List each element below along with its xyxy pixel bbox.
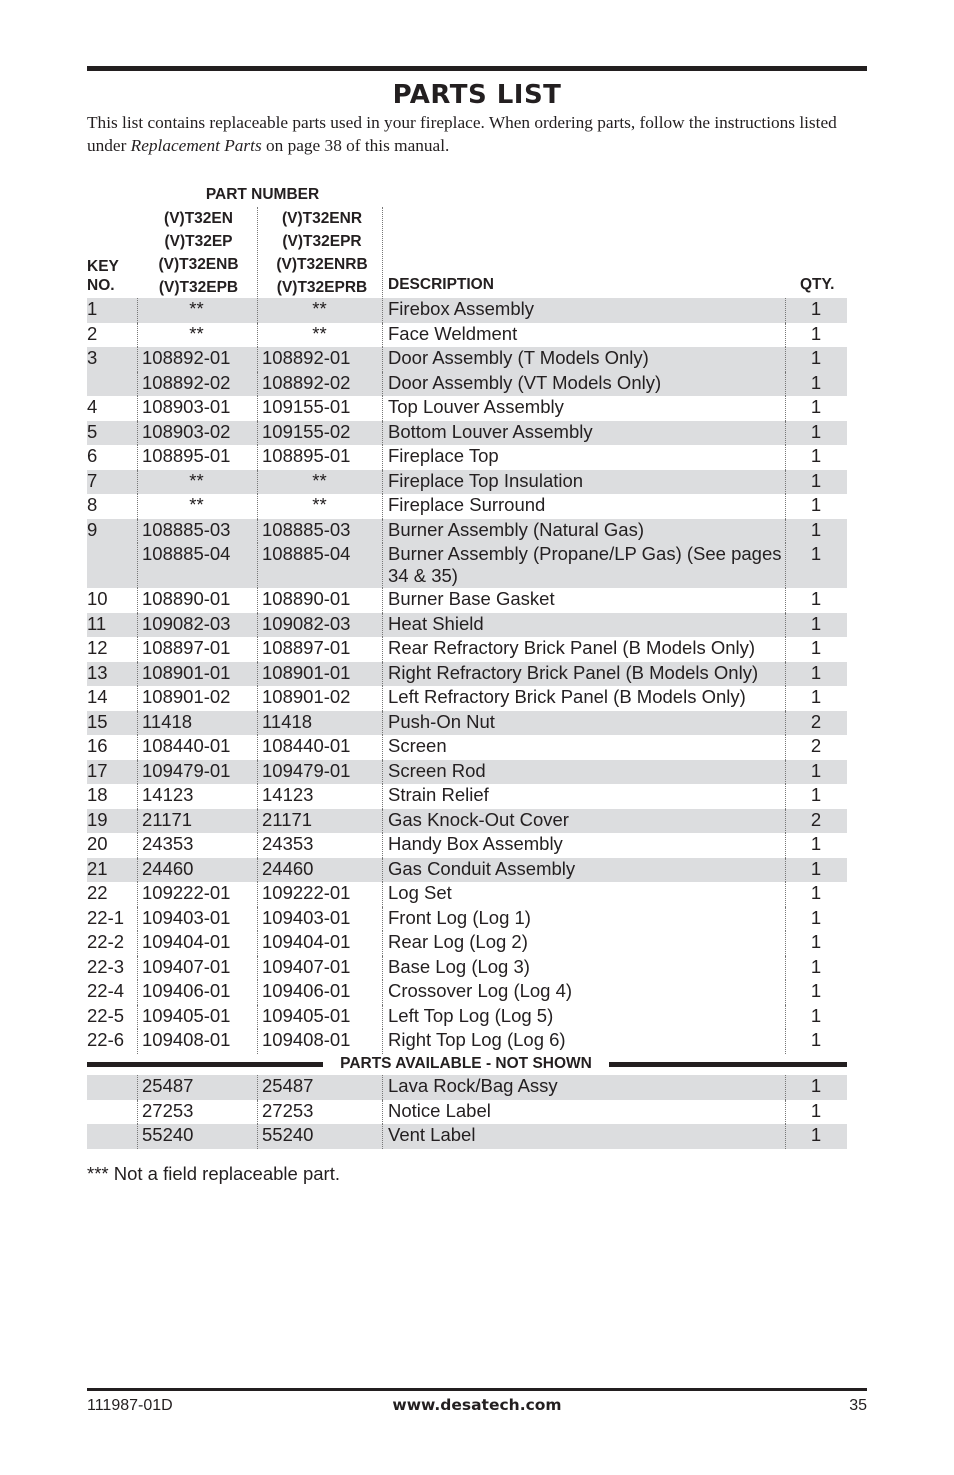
part-number-cell: 11418	[262, 710, 313, 732]
extra-parts-table	[87, 1075, 847, 1149]
part-number-cell: 108885-03	[262, 518, 351, 540]
qty-cell: 1	[810, 518, 822, 540]
qty-cell: 1	[810, 396, 822, 417]
header-model: (V)T32EPB	[158, 279, 239, 296]
separator-label: PARTS AVAILABLE - NOT SHOWN	[340, 1055, 592, 1072]
qty-cell: 1	[810, 1029, 822, 1050]
description-cell: Gas Knock-Out Cover	[388, 808, 569, 830]
part-number-cell: 108885-04	[142, 543, 231, 564]
qty-cell: 1	[810, 322, 822, 344]
qty-cell: 1	[810, 980, 822, 1001]
description-cell: Rear Refractory Brick Panel (B Models Only)	[388, 637, 756, 658]
table-row	[87, 833, 847, 858]
intro-text-italic: Replacement Parts	[130, 136, 262, 155]
part-number-cell: 109155-01	[262, 396, 351, 417]
key-number-cell: 3	[87, 347, 98, 368]
table-row	[87, 784, 847, 809]
description-cell: Heat Shield	[388, 612, 484, 634]
qty-cell: 1	[810, 1004, 822, 1026]
key-number-cell: 20	[87, 833, 108, 854]
key-number-cell: 5	[87, 420, 98, 442]
key-number-cell: 19	[87, 808, 108, 830]
description-cell: Door Assembly (VT Models Only)	[388, 371, 662, 393]
key-number-cell: 6	[87, 445, 98, 466]
qty-cell: 1	[810, 445, 822, 466]
header-model: (V)T32EPR	[282, 233, 362, 250]
doc-number: 111987-01D	[87, 1397, 173, 1414]
header-model: (V)T32ENRB	[276, 256, 368, 273]
part-number-cell: 24460	[262, 857, 314, 879]
key-number-cell: 8	[87, 494, 98, 515]
part-number-cell: 109403-01	[142, 906, 231, 928]
table-row	[87, 347, 847, 372]
description-cell: Strain Relief	[388, 784, 489, 805]
table-row	[87, 956, 847, 981]
part-number-cell: 108892-01	[262, 347, 351, 368]
part-number-cell: 108440-01	[142, 735, 231, 756]
key-number-cell: 21	[87, 857, 108, 879]
part-number-cell: 108885-03	[142, 518, 231, 540]
description-cell: Vent Label	[388, 1124, 476, 1145]
separator-bar-right	[609, 1062, 847, 1067]
part-number-cell: 109407-01	[262, 955, 351, 977]
part-number-cell: **	[312, 298, 327, 319]
table-row	[87, 662, 847, 687]
part-number-cell: 108440-01	[262, 735, 351, 756]
header-col1-models	[140, 207, 257, 299]
header-divider	[257, 207, 258, 297]
description-cell: Burner Assembly (Natural Gas)	[388, 518, 645, 540]
part-number-cell: 109082-03	[142, 612, 231, 634]
table-row	[87, 445, 847, 470]
part-number-cell: **	[312, 494, 327, 515]
part-number-cell: 27253	[262, 1099, 314, 1121]
key-number-cell: 7	[87, 469, 98, 491]
key-number-cell: 22-3	[87, 955, 125, 977]
part-number-cell: 109406-01	[142, 980, 231, 1001]
part-number-cell: 21171	[262, 808, 313, 830]
table-row	[87, 323, 847, 348]
header-key-no	[87, 257, 119, 295]
part-number-cell: 108901-02	[262, 686, 351, 707]
part-number-cell: **	[189, 298, 204, 319]
table-row	[87, 1100, 847, 1125]
part-number-cell: 108901-01	[142, 661, 231, 683]
description-cell: Rear Log (Log 2)	[388, 931, 528, 952]
table-row	[87, 735, 847, 760]
part-number-cell: 109222-01	[142, 882, 231, 903]
qty-cell: 1	[810, 857, 822, 879]
bottom-rule	[87, 1388, 867, 1391]
part-number-cell: 108892-02	[142, 371, 231, 393]
qty-cell: 1	[810, 784, 822, 805]
qty-cell: 1	[810, 1099, 822, 1121]
header-model: (V)T32EPRB	[276, 279, 368, 296]
qty-cell: 2	[810, 735, 822, 756]
qty-cell: 1	[810, 931, 822, 952]
part-number-cell: 24460	[142, 857, 194, 879]
key-number-cell: 22-2	[87, 931, 125, 952]
header-model: (V)T32ENB	[158, 256, 239, 273]
description-cell: Burner Assembly (Propane/LP Gas) (See pages 34 & 35)	[388, 543, 782, 586]
part-number-cell: 108897-01	[262, 637, 351, 658]
part-number-cell: 109408-01	[262, 1029, 351, 1050]
part-number-cell: **	[189, 494, 204, 515]
qty-cell: 1	[810, 906, 822, 928]
table-row	[87, 686, 847, 711]
table-row	[87, 494, 847, 519]
part-number-cell: 14123	[142, 784, 194, 805]
part-number-cell: 109405-01	[262, 1004, 351, 1026]
description-cell: Fireplace Top Insulation	[388, 469, 584, 491]
part-number-cell: 24353	[262, 833, 314, 854]
description-cell: Crossover Log (Log 4)	[388, 980, 573, 1001]
part-number-cell: 25487	[142, 1075, 194, 1096]
table-row	[87, 543, 847, 588]
table-row	[87, 1075, 847, 1100]
part-number-cell: 108903-01	[142, 396, 231, 417]
part-number-cell: 108892-01	[142, 347, 231, 368]
part-number-cell: 55240	[262, 1124, 314, 1145]
qty-cell: 1	[810, 612, 822, 634]
qty-cell: 1	[810, 469, 822, 491]
key-number-cell: 11	[87, 612, 107, 634]
part-number-cell: 109222-01	[262, 882, 351, 903]
qty-cell: 1	[810, 1124, 822, 1145]
qty-cell: 1	[810, 371, 822, 393]
header-part-number: PART NUMBER	[205, 186, 320, 203]
description-cell: Handy Box Assembly	[388, 833, 563, 854]
part-number-cell: 55240	[142, 1124, 194, 1145]
part-number-cell: 108901-01	[262, 661, 351, 683]
header-model: (V)T32EP	[164, 233, 233, 250]
part-number-cell: 21171	[142, 808, 193, 830]
key-number-cell: 18	[87, 784, 108, 805]
description-cell: Screen Rod	[388, 759, 486, 781]
qty-cell: 1	[810, 494, 822, 515]
qty-cell: 1	[810, 661, 822, 683]
key-number-cell: 16	[87, 735, 108, 756]
part-number-cell: 11418	[142, 710, 193, 732]
intro-paragraph	[87, 111, 877, 157]
qty-cell: 1	[810, 833, 822, 854]
table-row	[87, 931, 847, 956]
qty-cell: 1	[810, 955, 822, 977]
page-title: PARTS LIST	[392, 80, 562, 110]
footnote: *** Not a field replaceable part.	[87, 1163, 340, 1184]
table-row	[87, 882, 847, 907]
part-number-cell: 108890-01	[142, 588, 231, 609]
table-row	[87, 470, 847, 495]
header-col2-models	[262, 207, 382, 299]
key-number-cell: 14	[87, 686, 108, 707]
table-row	[87, 1124, 847, 1149]
qty-cell: 1	[810, 882, 822, 903]
description-cell: Firebox Assembly	[388, 298, 534, 319]
key-number-cell: 1	[87, 298, 98, 319]
description-cell: Fireplace Surround	[388, 494, 546, 515]
qty-cell: 1	[810, 588, 822, 609]
description-cell: Top Louver Assembly	[388, 396, 564, 417]
part-number-cell: 109406-01	[262, 980, 351, 1001]
header-qty: QTY.	[800, 276, 835, 293]
key-number-cell: 4	[87, 396, 98, 417]
part-number-cell: 108903-02	[142, 420, 231, 442]
description-cell: Log Set	[388, 882, 452, 903]
qty-cell: 1	[810, 637, 822, 658]
header-key-line1: KEY	[87, 258, 119, 275]
description-cell: Left Top Log (Log 5)	[388, 1004, 554, 1026]
key-number-cell: 17	[87, 759, 108, 781]
part-number-cell: 24353	[142, 833, 194, 854]
part-number-cell: 108901-02	[142, 686, 231, 707]
key-number-cell: 22	[87, 882, 108, 903]
key-number-cell: 9	[87, 518, 98, 540]
table-row	[87, 298, 847, 323]
key-number-cell: 22-1	[87, 906, 125, 928]
table-row	[87, 396, 847, 421]
header-description: DESCRIPTION	[388, 276, 494, 293]
key-number-cell: 12	[87, 637, 108, 658]
key-number-cell: 10	[87, 588, 108, 609]
description-cell: Right Refractory Brick Panel (B Models Only)	[388, 661, 759, 683]
part-number-cell: 109403-01	[262, 906, 351, 928]
website: www.desatech.com	[392, 1396, 562, 1414]
intro-text-after: on page 38 of this manual.	[261, 136, 450, 155]
qty-cell: 1	[810, 420, 822, 442]
header-model: (V)T32ENR	[281, 210, 363, 227]
table-row	[87, 421, 847, 446]
table-row	[87, 809, 847, 834]
description-cell: Lava Rock/Bag Assy	[388, 1075, 558, 1096]
part-number-cell: 108885-04	[262, 543, 351, 564]
description-cell: Front Log (Log 1)	[388, 906, 531, 928]
description-cell: Push-On Nut	[388, 710, 495, 732]
part-number-cell: 25487	[262, 1075, 314, 1096]
description-cell: Right Top Log (Log 6)	[388, 1029, 566, 1050]
parts-table	[87, 298, 847, 1054]
table-row	[87, 980, 847, 1005]
table-row	[87, 613, 847, 638]
table-row	[87, 760, 847, 785]
table-row	[87, 637, 847, 662]
description-cell: Screen	[388, 735, 447, 756]
part-number-cell: 108890-01	[262, 588, 351, 609]
description-cell: Base Log (Log 3)	[388, 955, 530, 977]
part-number-cell: 108895-01	[142, 445, 231, 466]
part-number-cell: 109407-01	[142, 955, 231, 977]
part-number-cell: **	[312, 322, 327, 344]
part-number-cell: 109408-01	[142, 1029, 231, 1050]
part-number-cell: 108892-02	[262, 371, 351, 393]
table-row	[87, 588, 847, 613]
table-row	[87, 519, 847, 544]
qty-cell: 2	[810, 710, 822, 732]
separator-bar-left	[87, 1062, 323, 1067]
description-cell: Door Assembly (T Models Only)	[388, 347, 649, 368]
key-number-cell: 22-5	[87, 1004, 125, 1026]
description-cell: Notice Label	[388, 1099, 491, 1121]
qty-cell: 1	[810, 686, 822, 707]
part-number-cell: 27253	[142, 1099, 194, 1121]
part-number-cell: **	[189, 322, 204, 344]
part-number-cell: 109479-01	[262, 759, 351, 781]
part-number-cell: 109405-01	[142, 1004, 231, 1026]
description-cell: Burner Base Gasket	[388, 588, 555, 609]
header-model: (V)T32EN	[164, 210, 233, 227]
header-divider	[382, 207, 383, 297]
qty-cell: 1	[810, 759, 822, 781]
part-number-cell: **	[189, 469, 204, 491]
qty-cell: 1	[810, 298, 822, 319]
part-number-cell: 109404-01	[262, 931, 351, 952]
table-row	[87, 1029, 847, 1054]
table-row	[87, 907, 847, 932]
table-row	[87, 1005, 847, 1030]
part-number-cell: 109082-03	[262, 612, 351, 634]
page-number: 35	[849, 1397, 867, 1414]
key-number-cell: 2	[87, 322, 98, 344]
part-number-cell: 109479-01	[142, 759, 231, 781]
qty-cell: 1	[810, 347, 822, 368]
description-cell: Face Weldment	[388, 322, 518, 344]
qty-cell: 1	[810, 1075, 822, 1096]
table-row	[87, 711, 847, 736]
qty-cell: 2	[810, 808, 822, 830]
description-cell: Gas Conduit Assembly	[388, 857, 576, 879]
description-cell: Left Refractory Brick Panel (B Models Only)	[388, 686, 746, 707]
section-separator	[87, 1055, 847, 1073]
part-number-cell: 108895-01	[262, 445, 351, 466]
description-cell: Fireplace Top	[388, 445, 499, 466]
table-row	[87, 372, 847, 397]
part-number-cell: **	[312, 469, 327, 491]
header-key-line2: NO.	[87, 277, 115, 294]
part-number-cell: 109404-01	[142, 931, 231, 952]
top-rule	[87, 66, 867, 71]
part-number-cell: 109155-02	[262, 420, 351, 442]
part-number-cell: 14123	[262, 784, 314, 805]
description-cell: Bottom Louver Assembly	[388, 420, 593, 442]
key-number-cell: 15	[87, 710, 108, 732]
part-number-cell: 108897-01	[142, 637, 231, 658]
qty-cell: 1	[810, 543, 822, 564]
intro-text-before: This list contains replaceable parts used in your fireplace. When ordering parts, follow the instructions listed under	[87, 113, 837, 155]
key-number-cell: 13	[87, 661, 108, 683]
key-number-cell: 22-6	[87, 1029, 125, 1050]
table-row	[87, 858, 847, 883]
key-number-cell: 22-4	[87, 980, 125, 1001]
